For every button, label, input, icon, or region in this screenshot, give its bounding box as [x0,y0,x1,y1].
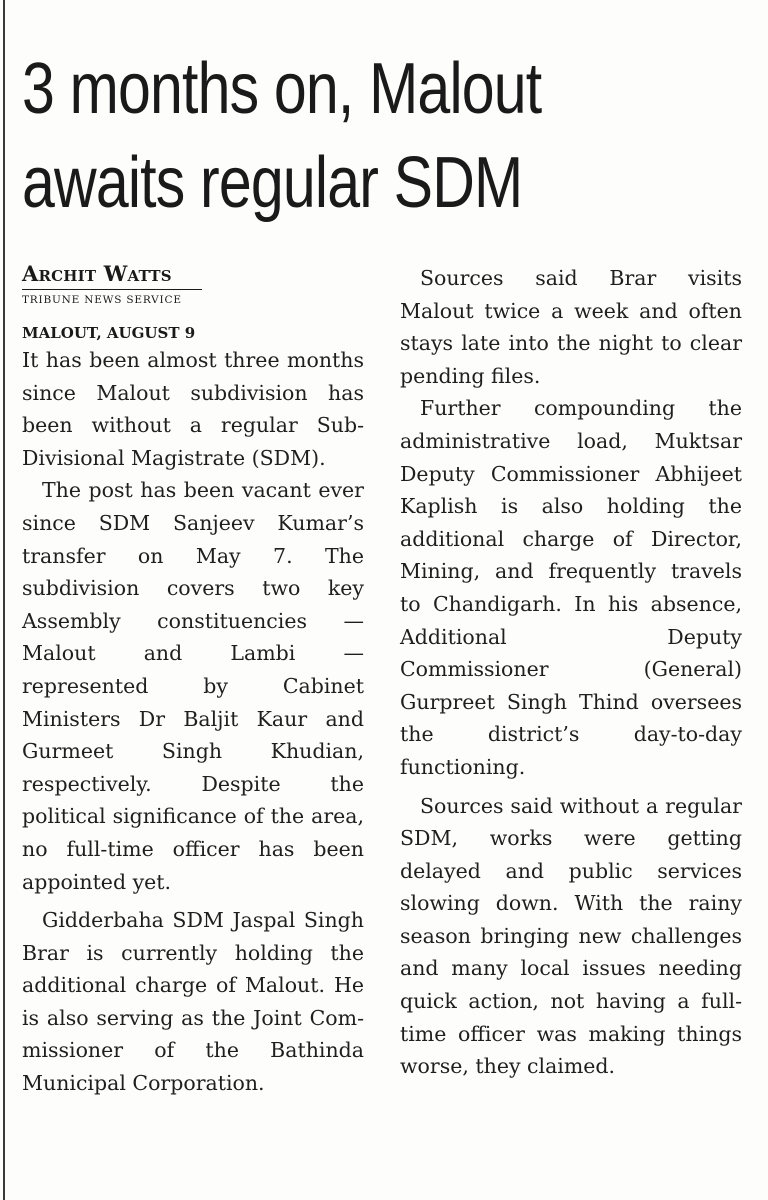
byline-author: Archit Watts [22,261,172,286]
byline-divider [22,289,202,290]
paragraph-6: Sources said without a regular SDM, works were getting delayed and public services slowing down. With the rainy season bringing new challenges and many local issues needing quick action, not having a full-time officer was making things worse, they claimed. [400,793,742,1079]
paragraph-2: The post has been vacant ever since SDM Sanjeev Kumar’s transfer on May 7. The subdivision covers two key Assembly constituencies — Malout and Lambi — represented by Cabinet Ministers Dr Baljit Kaur and Gurmeet Singh Khudian, respectively. Despite the political significance of the area, no full-time officer has been appointed yet. [22,478,364,894]
column-rule [3,0,5,1200]
headline-line-2: awaits regular SDM [22,143,523,223]
headline-line-1: 3 months on, Malout [22,49,542,129]
paragraph-1: It has been almost three months since Malout subdivision has been without a regular Sub-Divisional Magistrate (SDM). [22,348,364,470]
article-column-left [22,262,364,1100]
paragraph-4: Sources said Brar visits Malout twice a week and often stays late into the night to clear pending files. [400,266,742,388]
headline [22,42,621,230]
article-column-right [400,262,742,1083]
byline-service: TRIBUNE NEWS SERVICE [22,294,182,306]
paragraph-3: Gidderbaha SDM Jaspal Singh Brar is currently holding the additional charge of Malout. He is also serving as the Joint Commissioner of the Bathinda Municipal Corporation. [22,908,364,1096]
dateline: MALOUT, AUGUST 9 [22,324,196,342]
paragraph-5: Further compounding the administrative load, Muktsar Deputy Commissioner Abhijeet Kaplish is also holding the additional charge of Director, Mining, and frequently travels to Chandigarh. In his absence, Additional Deputy Commissioner (General) Gurpreet Singh Thind oversees the district’s day-to-day functioning. [400,396,742,779]
